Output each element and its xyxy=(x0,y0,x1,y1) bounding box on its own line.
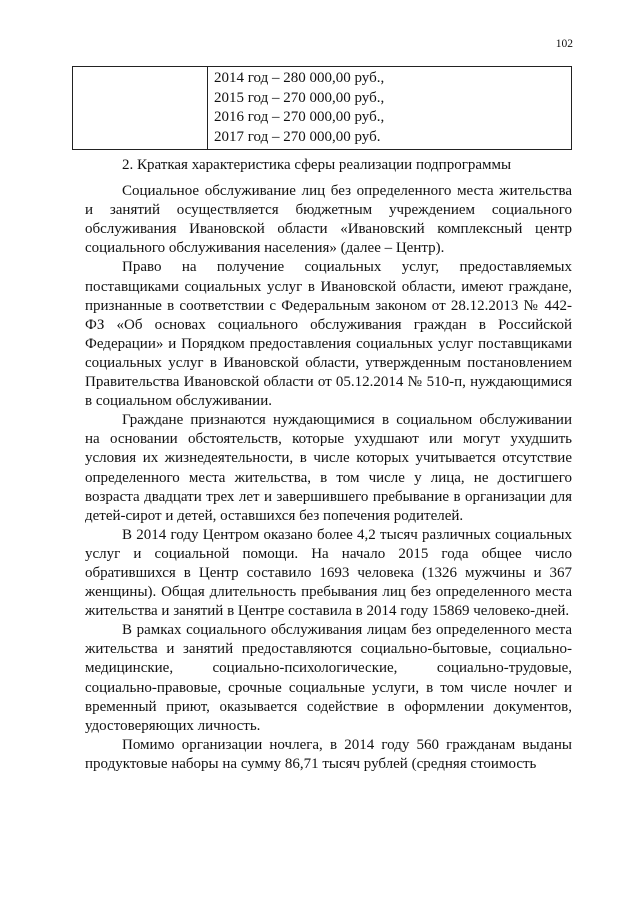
document-body xyxy=(85,156,572,774)
funding-line-2015: 2015 год – 270 000,00 руб., xyxy=(214,89,385,106)
table-row xyxy=(73,67,572,150)
section-heading: 2. Краткая характеристика сферы реализации подпрограммы xyxy=(122,157,512,173)
paragraph: Помимо организации ночлега, в 2014 году 560 гражданам выданы продуктовые наборы на сумму 86,71 тысяч рублей (средняя стоимость xyxy=(85,736,572,772)
paragraph: Социальное обслуживание лиц без определенного места жительства и занятий осуществляется бюджетным учреждением социального обслуживания Ивановской области «Ивановский комплексный центр социального обслуживания населения» (далее – Центр). xyxy=(85,183,572,257)
funding-table xyxy=(72,66,572,150)
paragraph: В 2014 году Центром оказано более 4,2 тысяч различных социальных услуг и социальной помощи. На начало 2015 года общее число обратившихся в Центр составило 1693 человека (1326 мужчины и 367 женщины). Общая длительность пребывания лиц без определенного места жительства и занятий в Центре составила в 2014 году 15869 человеко-дней. xyxy=(85,526,572,620)
table-label-cell xyxy=(73,67,208,150)
funding-line-2016: 2016 год – 270 000,00 руб., xyxy=(214,109,385,125)
funding-line-2014: 2014 год – 280 000,00 руб., xyxy=(214,70,385,86)
funding-values-cell xyxy=(208,67,572,150)
funding-line-2017: 2017 год – 270 000,00 руб. xyxy=(214,128,381,145)
paragraph: Граждане признаются нуждающимися в социальном обслуживании на основании обстоятельств, которые ухудшают или могут ухудшить условия их жизнедеятельности, в числе которых учитывается отсутствие определенного места жительства, в том числе у лица, не достигшего возраста двадцати трех лет и завершившего пребывание в организации для детей-сирот и детей, оставшихся без попечения родителей. xyxy=(85,412,572,524)
paragraph: В рамках социального обслуживания лицам без определенного места жительства и занятий предоставляются социально-бытовые, социально-медицинские, социально-психологические, социально-трудовые, социально-правовые, срочные социальные услуги, в том числе ночлег и временный приют, оказывается содействие в оформлении документов, удостоверяющих личность. xyxy=(85,622,572,734)
paragraph: Право на получение социальных услуг, предоставляемых поставщиками социальных услуг в Ивановской области, имеют граждане, признанные в соответствии с Федеральным законом от 28.12.2013 № 442-ФЗ «Об основах социального обслуживания граждан в Российской Федерации» и Порядком предоставления социальных услуг поставщиками социальных услуг в Ивановской области, утвержденным постановлением Правительства Ивановской области от 05.12.2014 № 510-п, нуждающимися в социальном обслуживании. xyxy=(85,259,572,410)
page-number: 102 xyxy=(555,38,573,50)
